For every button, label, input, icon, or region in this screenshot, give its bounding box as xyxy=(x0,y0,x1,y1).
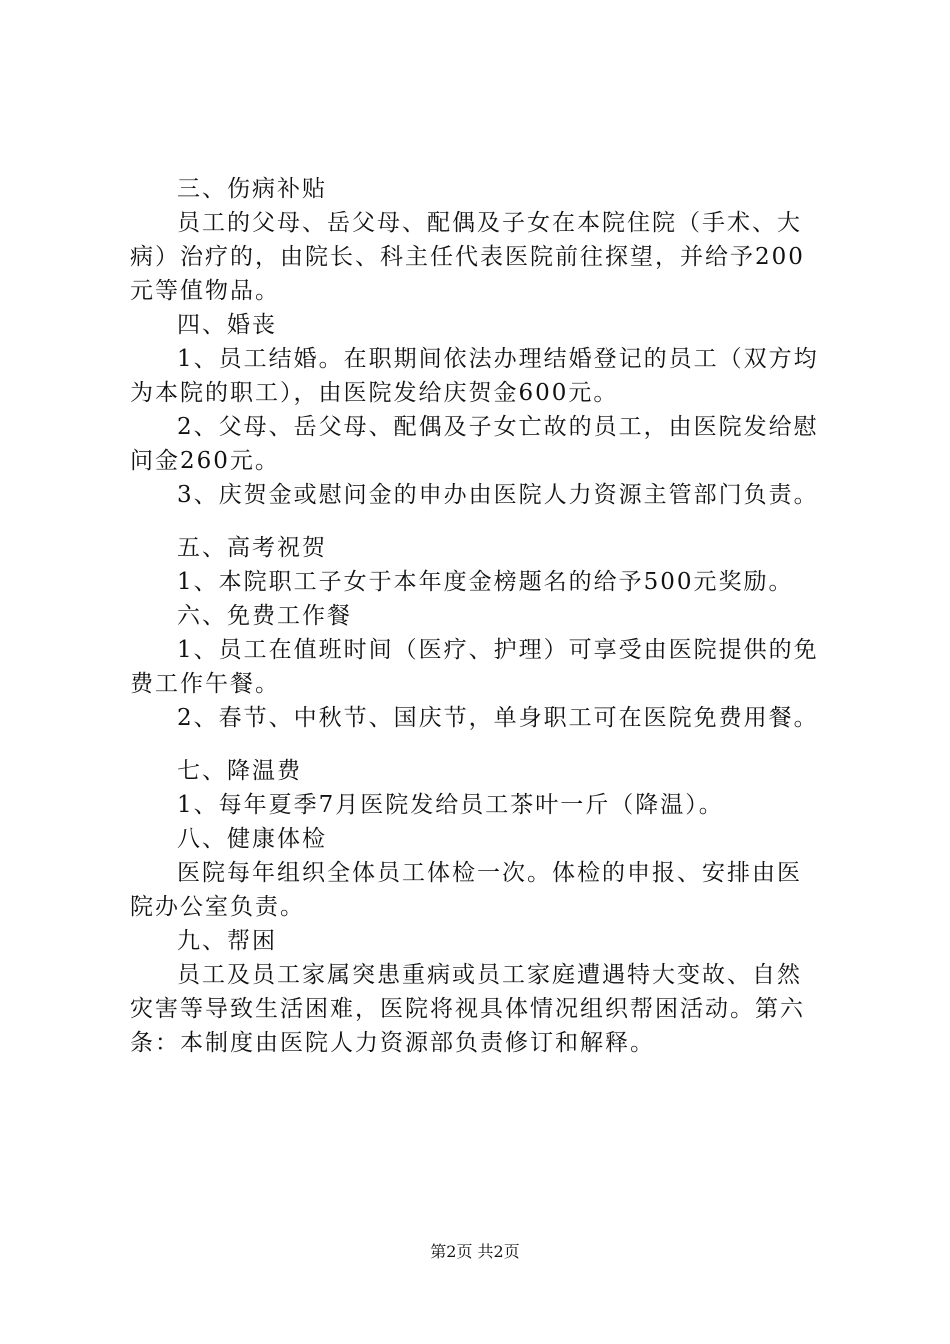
text-line: 3、庆贺金或慰问金的申办由医院人力资源主管部门负责。 xyxy=(177,482,819,508)
text-line: 员工及员工家属突患重病或员工家庭遭遇特大变故、自然 xyxy=(177,962,802,988)
text-line: 灾害等导致生活困难，医院将视具体情况组织帮困活动。第六 xyxy=(130,996,805,1022)
text-line: 九、帮困 xyxy=(177,928,277,954)
paragraph-gap xyxy=(130,735,830,754)
text-line: 为本院的职工），由医院发给庆贺金600元。 xyxy=(130,380,619,406)
text-line: 2、父母、岳父母、配偶及子女亡故的员工，由医院发给慰 xyxy=(177,414,819,440)
text-line: 五、高考祝贺 xyxy=(177,535,327,561)
text-line: 条：本制度由医院人力资源部负责修订和解释。 xyxy=(130,1030,655,1056)
text-line: 七、降温费 xyxy=(177,758,302,784)
text-line: 1、本院职工子女于本年度金榜题名的给予500元奖励。 xyxy=(177,569,794,595)
text-line: 院办公室负责。 xyxy=(130,894,305,920)
text-line: 1、员工结婚。在职期间依法办理结婚登记的员工（双方均 xyxy=(177,346,819,372)
text-line: 六、免费工作餐 xyxy=(177,603,352,629)
text-line: 病）治疗的，由院长、科主任代表医院前往探望，并给予200 xyxy=(130,244,805,270)
text-line: 2、春节、中秋节、国庆节，单身职工可在医院免费用餐。 xyxy=(177,705,819,731)
page-footer: 第2页 共2页 xyxy=(430,1242,520,1261)
paragraph-gap xyxy=(130,512,830,531)
text-line: 1、员工在值班时间（医疗、护理）可享受由医院提供的免 xyxy=(177,637,819,663)
text-line: 三、伤病补贴 xyxy=(177,176,327,202)
text-line: 元等值物品。 xyxy=(130,278,280,304)
text-line: 问金260元。 xyxy=(130,448,280,474)
text-line: 1、每年夏季7月医院发给员工茶叶一斤（降温）。 xyxy=(177,792,724,818)
text-line: 费工作午餐。 xyxy=(130,671,280,697)
document-body xyxy=(130,172,830,1060)
text-line: 医院每年组织全体员工体检一次。体检的申报、安排由医 xyxy=(177,860,802,886)
text-line: 八、健康体检 xyxy=(177,826,327,852)
text-line: 员工的父母、岳父母、配偶及子女在本院住院（手术、大 xyxy=(177,210,802,236)
text-line: 四、婚丧 xyxy=(177,312,277,338)
